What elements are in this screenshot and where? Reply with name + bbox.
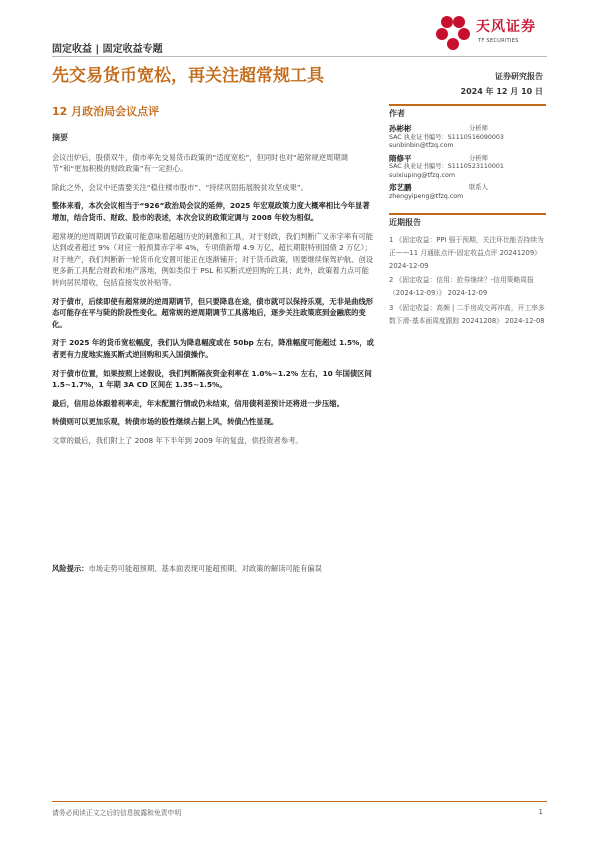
summary-paragraph: 最后，信用总体跟着利率走，年末配置行情或仍未结束，信用债利差预计还将进一步压缩。 xyxy=(52,398,344,408)
risk-text: 市场走势可能超预期、基本面表现可能超预期、对政策的解读可能有偏误 xyxy=(88,564,322,574)
report-title: 先交易货币宽松，再关注超常规工具 xyxy=(52,66,324,86)
summary-heading: 摘要 xyxy=(52,133,68,142)
header-category: 固定收益 | 固定收益专题 xyxy=(52,44,163,55)
risk-warning xyxy=(52,563,374,575)
summary-paragraph: 对于债市，后续即使有超常规的逆周期调节，但只要降息在途，债市就可以保持乐观，无非是曲线形态可能存在平与陡的阶段性变化。超常规的逆周期调节工具落地后，逐步关注政策底到金融底的变化。 xyxy=(52,296,374,329)
summary-paragraph: 整体来看，本次会议相当于“926”政治局会议的延伸，2025 年宏观政策力度大概率相比今年显著增加，结合货币、财政、股市的表述，本次会议的政策定调与 2008 年较为相似。 xyxy=(52,201,370,222)
author-email[interactable]: zhengyipeng@tfzq.com xyxy=(389,192,464,200)
summary-column xyxy=(52,132,374,582)
page-number: 1 xyxy=(538,808,543,816)
summary-paragraph: 对于债市位置，如果按照上述假设，我们判断隔夜资金利率在 1.0%~1.2% 左右，10 年国债区间 1.5~1.7%，1 年期 3A CD 区间在 1.35~1.5%。 xyxy=(52,368,372,390)
author-name: 孙彬彬 xyxy=(389,124,412,133)
related-report-link[interactable]: 1 《固定收益：PPI 强于预期，关注环比能否持续为正——11 月通胀点评-固定收益点评 20241209》 2024-12-09 xyxy=(389,236,544,270)
author-cert: SAC 执业证书编号：S1110523110001 xyxy=(389,163,504,170)
summary-paragraph: 除此之外，会议中还需要关注“稳住楼市股市”、“持续巩固拓展脱贫攻坚成果”。 xyxy=(52,182,308,192)
author-email[interactable]: suixiuping@tfzq.com xyxy=(389,171,455,179)
report-date: 2024 年 12 月 10 日 xyxy=(460,87,543,96)
author-card xyxy=(389,125,546,151)
authors-heading: 作者 xyxy=(389,109,405,118)
related-heading: 近期报告 xyxy=(389,218,421,227)
footer-disclaimer: 请务必阅读正文之后的信息披露和免责申明 xyxy=(52,809,182,817)
summary-paragraph: 会议出炉后，股债双牛，债市率先交易货币政策的“适度宽松”，但同时也对“超常规逆周期调节”和“更加积极的财政政策”有一定担心。 xyxy=(52,152,348,174)
tf-securities-logo-icon xyxy=(435,14,473,50)
report-subtitle: 12 月政治局会议点评 xyxy=(52,105,160,118)
author-name: 隋修平 xyxy=(389,153,412,163)
summary-paragraph: 转债则可以更加乐观，转债市场的股性继续占据上风，转债凸性显现。 xyxy=(52,417,279,427)
related-report-link[interactable]: 3 《固定收益：高频 | 二手房成交再冲高，开工率多数下滑-基本面周度跟踪 20241208》 2024-12-08 xyxy=(389,303,545,325)
logo-name: 天风证券 xyxy=(476,19,536,35)
author-cert: SAC 执业证书编号：S1110516090003 xyxy=(389,133,504,141)
related-divider xyxy=(389,213,546,215)
author-role: 分析师 xyxy=(469,154,488,162)
author-card xyxy=(389,184,546,201)
author-role: 分析师 xyxy=(469,125,488,132)
summary-paragraph: 文章的最后，我们附上了 2008 年下半年到 2009 年的复盘，供投资者参考。 xyxy=(52,435,303,445)
risk-label: 风险提示： xyxy=(52,564,89,574)
logo-english: TF SECURITIES xyxy=(478,38,519,44)
author-card xyxy=(389,155,546,181)
company-logo xyxy=(435,14,550,52)
summary-paragraph: 超常规的逆周期调节政策可能意味着超越历史的刺激和工具，对于财政，我们判断广义赤字率有可能达到或者超过 9%（对应一般预算赤字率 4%，专项债新增 4.9 万亿，超长期限特别国债 2 万亿）；对于地产，我们判断新一轮货币化安置可能正在逐渐铺开；对于货币政策，则要继续保驾护航、创设更多新工具配合财政和地产落地，例如类似于 PSL 和买断式逆回购的工具；此外，政策着力点可能转向居民增收，包括直接发放补贴等。 xyxy=(52,231,374,287)
author-name: 郑艺鹏 xyxy=(389,183,412,192)
summary-paragraph: 对于 2025 年的货币宽松幅度，我们认为降息幅度或在 50bp 左右，降准幅度可能超过 1.5%，或者更有力度地实施买断式逆回购和买入国债操作。 xyxy=(52,338,374,359)
author-email[interactable]: sunbinbin@tfzq.com xyxy=(389,142,454,149)
header-divider xyxy=(52,56,547,57)
footer-divider xyxy=(52,801,547,802)
author-role: 联系人 xyxy=(469,184,488,191)
authors-divider xyxy=(389,104,546,106)
report-type: 证券研究报告 xyxy=(495,72,543,81)
related-report-link[interactable]: 2 《固定收益：信用：抢券继续？-信用策略周报（2024-12-09）》 2024-12-09 xyxy=(389,276,534,298)
sidebar-column xyxy=(389,104,546,330)
